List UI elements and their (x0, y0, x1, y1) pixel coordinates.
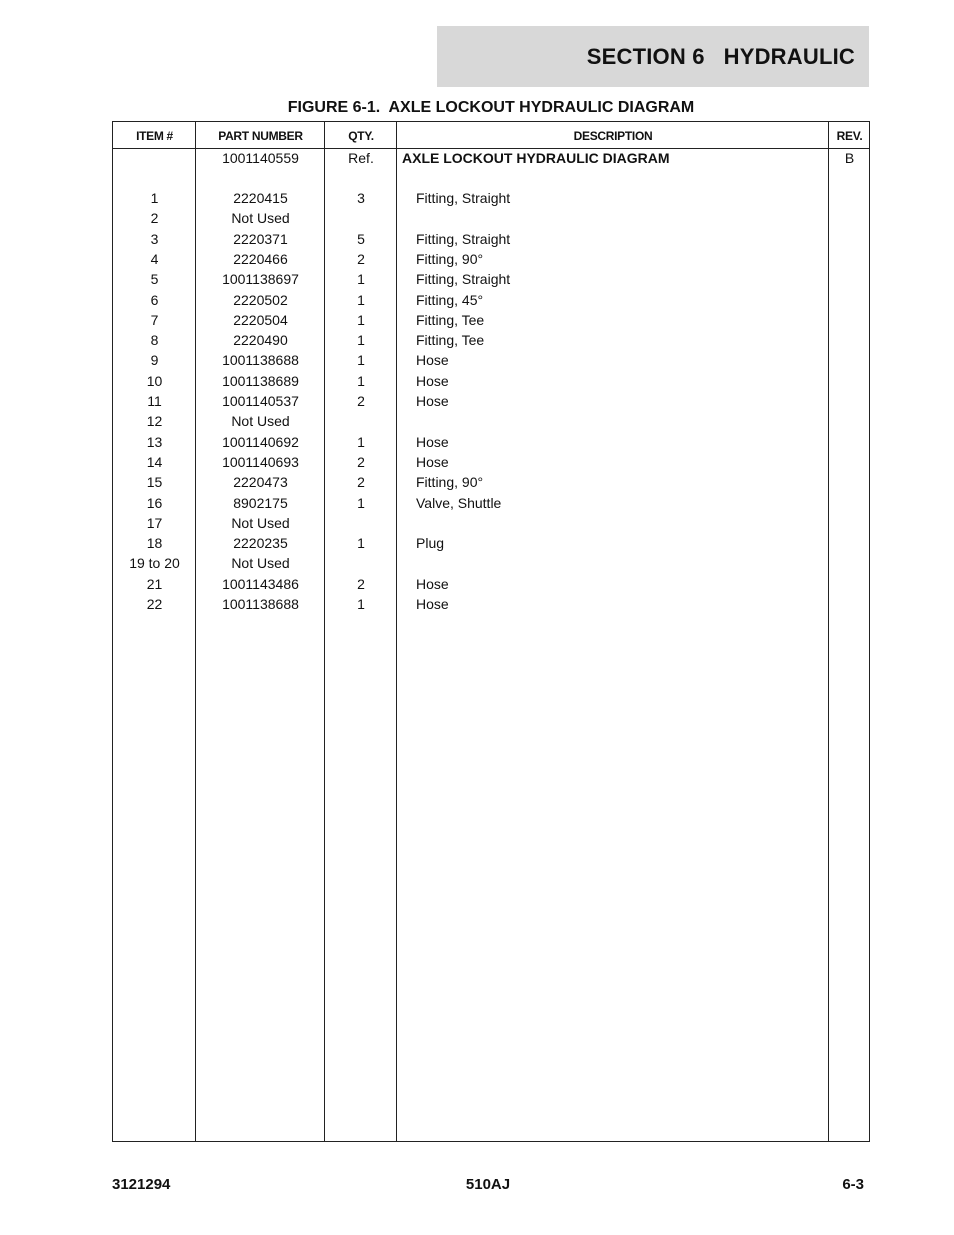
page-number: 6-3 (842, 1176, 864, 1193)
part-number: Not Used (231, 413, 290, 430)
description: Fitting, Tee (416, 311, 485, 328)
description: Fitting, 45° (416, 291, 484, 308)
description: Hose (416, 372, 449, 389)
part-number: 1001138697 (222, 271, 299, 288)
part-number: 1001138688 (222, 596, 299, 612)
table-row (113, 574, 869, 594)
description: Hose (416, 393, 449, 409)
item-number (113, 148, 196, 168)
quantity: 5 (357, 230, 365, 247)
item-number: 16 (146, 494, 163, 511)
table-row (113, 533, 869, 553)
description: Valve, Shuttle (416, 494, 502, 511)
section-banner (437, 26, 869, 87)
quantity: 1 (357, 494, 365, 511)
item-number: 4 (150, 250, 159, 267)
quantity: 1 (357, 372, 365, 389)
revision (829, 594, 870, 614)
item-number: 3 (150, 230, 159, 247)
table-row (113, 513, 869, 533)
revision (829, 553, 870, 573)
item-number: 17 (146, 514, 163, 531)
table-row (113, 148, 869, 168)
quantity: 2 (357, 393, 365, 409)
header-part-number: PART NUMBER (218, 128, 303, 143)
part-number: 2220490 (233, 332, 288, 349)
part-number: 1001140559 (222, 150, 299, 166)
quantity: 1 (357, 271, 365, 288)
revision (829, 310, 870, 330)
item-number: 14 (146, 453, 163, 470)
table-row (113, 432, 869, 452)
table-row (113, 411, 869, 431)
item-number: 13 (146, 433, 163, 450)
quantity: 1 (357, 352, 365, 369)
revision (829, 411, 870, 431)
part-number: 1001138689 (222, 372, 299, 389)
table-row (113, 208, 869, 228)
table-row (113, 249, 869, 269)
table-row (113, 493, 869, 513)
part-number: 2220466 (233, 250, 288, 267)
header-description: DESCRIPTION (573, 128, 653, 143)
quantity: 2 (357, 250, 365, 267)
item-number: 8 (150, 332, 159, 349)
description: Fitting, 90° (416, 250, 484, 267)
part-number: 1001140693 (222, 453, 299, 470)
item-number: 18 (146, 535, 163, 552)
quantity (325, 208, 397, 228)
description: Fitting, Straight (416, 230, 511, 247)
quantity (325, 553, 397, 573)
quantity: 3 (357, 190, 365, 206)
figure-title: FIGURE 6-1. AXLE LOCKOUT HYDRAULIC DIAGRAM (287, 99, 695, 116)
revision (829, 350, 870, 370)
part-number: 1001140537 (222, 393, 299, 409)
quantity: 1 (357, 291, 365, 308)
revision (829, 249, 870, 269)
item-number: 21 (146, 575, 163, 592)
part-number: 2220371 (233, 230, 288, 247)
quantity (325, 513, 397, 533)
quantity: Ref. (348, 150, 374, 166)
description: Hose (416, 596, 449, 612)
revision: B (844, 150, 855, 166)
item-number: 1 (150, 190, 159, 206)
part-number: 1001140692 (222, 433, 299, 450)
table-row (113, 452, 869, 472)
part-number: Not Used (231, 514, 290, 531)
item-number: 12 (146, 413, 163, 430)
revision (829, 208, 870, 228)
quantity: 2 (357, 575, 365, 592)
description (416, 553, 826, 573)
item-number: 11 (147, 393, 162, 409)
table-row (113, 330, 869, 350)
document-number: 3121294 (112, 1176, 171, 1193)
description: Fitting, Straight (416, 271, 511, 288)
part-number: 2220235 (233, 535, 288, 552)
revision (829, 391, 870, 411)
revision (829, 290, 870, 310)
table-row (113, 269, 869, 289)
revision (829, 472, 870, 492)
table-row (113, 350, 869, 370)
revision (829, 574, 870, 594)
description: Fitting, Straight (416, 190, 511, 206)
part-number: 2220415 (233, 190, 288, 206)
table-row (113, 391, 869, 411)
quantity: 2 (357, 453, 365, 470)
table-row (113, 188, 869, 208)
description: Fitting, 90° (416, 474, 484, 491)
revision (829, 269, 870, 289)
item-number: 19 to 20 (129, 555, 180, 572)
item-number: 5 (150, 271, 159, 288)
part-number: 1001143486 (222, 575, 299, 592)
revision (829, 533, 870, 553)
item-number: 9 (150, 352, 159, 369)
header-rev: REV. (836, 128, 863, 143)
table-row (113, 229, 869, 249)
description: Hose (416, 453, 449, 470)
header-item: ITEM # (136, 128, 173, 143)
quantity: 1 (357, 535, 365, 552)
description (416, 411, 826, 431)
quantity: 2 (357, 474, 365, 491)
page-footer (112, 1176, 864, 1196)
description: Hose (416, 575, 449, 592)
description: AXLE LOCKOUT HYDRAULIC DIAGRAM (402, 150, 670, 166)
header-qty: QTY. (348, 128, 374, 143)
item-number: 22 (146, 596, 163, 612)
revision (829, 452, 870, 472)
parts-table (112, 121, 870, 1142)
item-number: 6 (150, 291, 159, 308)
description (416, 513, 826, 533)
item-number: 7 (150, 311, 159, 328)
description: Plug (416, 535, 445, 552)
table-row (113, 290, 869, 310)
model-number: 510AJ (465, 1176, 511, 1193)
revision (829, 229, 870, 249)
quantity: 1 (357, 596, 365, 612)
item-number: 15 (146, 474, 163, 491)
description: Fitting, Tee (416, 332, 485, 349)
revision (829, 188, 870, 208)
revision (829, 493, 870, 513)
table-row (113, 594, 869, 614)
part-number: 2220502 (233, 291, 288, 308)
section-title: SECTION 6 HYDRAULIC (586, 43, 855, 69)
item-number: 2 (150, 210, 159, 227)
item-number: 10 (146, 372, 163, 389)
part-number: 2220504 (233, 311, 288, 328)
quantity: 1 (357, 332, 365, 349)
revision (829, 371, 870, 391)
part-number: Not Used (231, 555, 290, 572)
table-row (113, 310, 869, 330)
table-row (113, 371, 869, 391)
table-row (113, 553, 869, 573)
part-number: Not Used (231, 210, 290, 227)
revision (829, 432, 870, 452)
description: Hose (416, 352, 449, 369)
part-number: 1001138688 (222, 352, 299, 369)
quantity: 1 (357, 433, 365, 450)
table-row (113, 472, 869, 492)
description (416, 208, 826, 228)
quantity: 1 (357, 311, 365, 328)
part-number: 8902175 (233, 494, 288, 511)
part-number: 2220473 (233, 474, 288, 491)
table-header (113, 122, 869, 149)
revision (829, 330, 870, 350)
description: Hose (416, 433, 449, 450)
quantity (325, 411, 397, 431)
revision (829, 513, 870, 533)
